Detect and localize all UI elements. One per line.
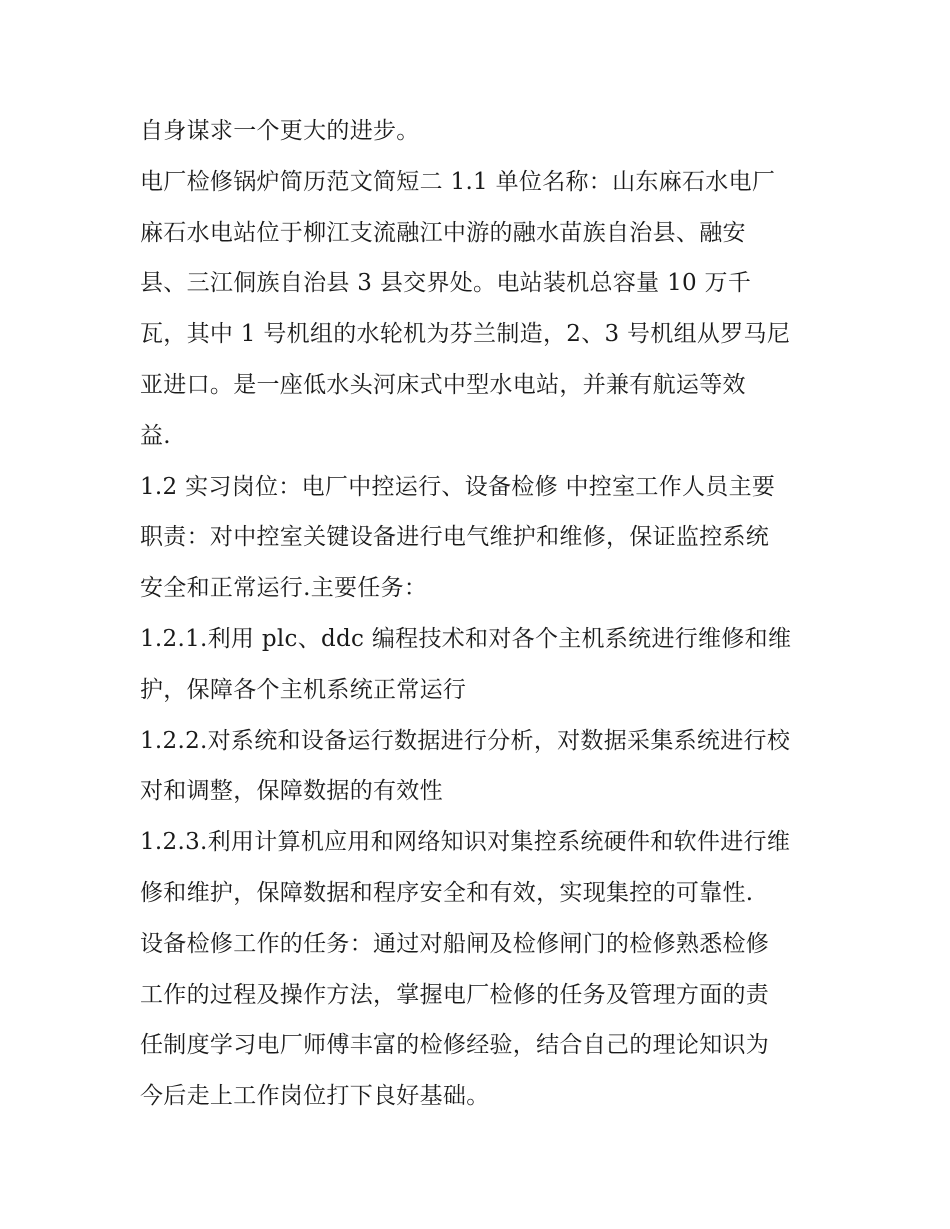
- text-line: 电厂检修锅炉简历范文简短二 1.1 单位名称：山东麻石水电厂: [140, 168, 776, 195]
- text-line: 1.2 实习岗位：电厂中控运行、设备检修 中控室工作人员主要: [140, 473, 776, 500]
- text-line: 修和维护，保障数据和程序安全和有效，实现集控的可靠性.: [140, 879, 754, 906]
- text-line: 今后走上工作岗位打下良好基础。: [140, 1083, 490, 1110]
- text-line: 1.2.2.对系统和设备运行数据进行分析，对数据采集系统进行校: [140, 727, 791, 754]
- text-line: 亚进口。是一座低水头河床式中型水电站，并兼有航运等效: [140, 371, 746, 398]
- text-line: 益.: [140, 422, 171, 449]
- text-line: 职责：对中控室关键设备进行电气维护和维修，保证监控系统: [140, 524, 770, 551]
- text-line: 麻石水电站位于柳江支流融江中游的融水苗族自治县、融安: [140, 219, 746, 246]
- body-text: [140, 106, 830, 1122]
- text-line: 1.2.3.利用计算机应用和网络知识对集控系统硬件和软件进行维: [140, 829, 791, 856]
- text-line: 设备检修工作的任务：通过对船闸及检修闸门的检修熟悉检修: [140, 930, 770, 957]
- text-line: 任制度学习电厂师傅丰富的检修经验，结合自己的理论知识为: [140, 1032, 770, 1059]
- text-line: 对和调整，保障数据的有效性: [140, 778, 443, 805]
- text-line: 护，保障各个主机系统正常运行: [140, 676, 467, 703]
- text-line: 自身谋求一个更大的进步。: [140, 118, 420, 144]
- text-line: 1.2.1.利用 plc、ddc 编程技术和对各个主机系统进行维修和维: [140, 625, 792, 652]
- text-line: 工作的过程及操作方法，掌握电厂检修的任务及管理方面的责: [140, 981, 770, 1008]
- text-line: 瓦，其中 1 号机组的水轮机为芬兰制造，2、3 号机组从罗马尼: [140, 321, 791, 348]
- text-line: 安全和正常运行.主要任务：: [140, 575, 428, 602]
- text-line: 县、三江侗族自治县 3 县交界处。电站装机总容量 10 万千: [140, 270, 752, 297]
